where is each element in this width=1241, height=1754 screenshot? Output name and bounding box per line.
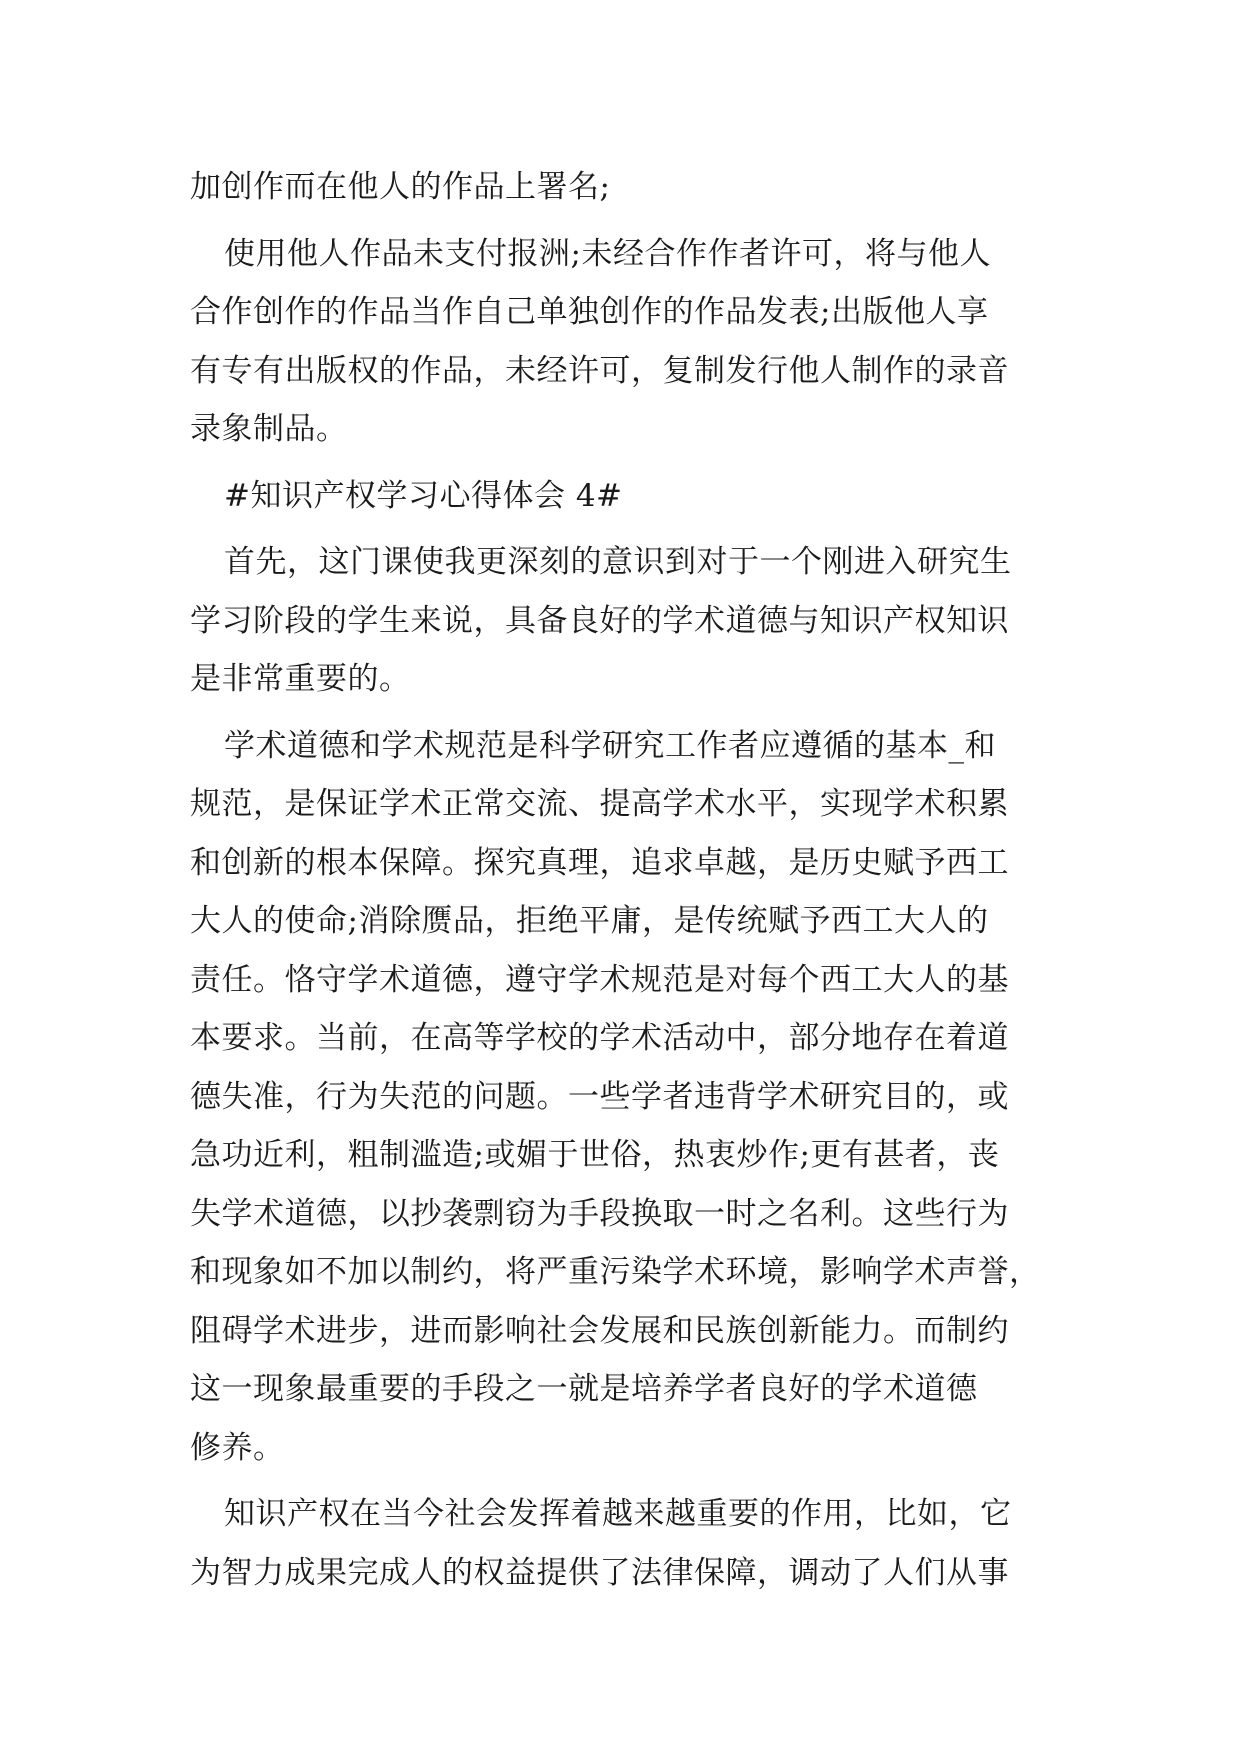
paragraph-start-line: 首先，这门课使我更深刻的意识到对于一个刚进入研究生 [224,544,1012,580]
text-line: 德失准，行为失范的问题。一些学者违背学术研究目的，或 [190,1078,1009,1115]
text-line: 规范，是保证学术正常交流、提高学术水平，实现学术积累 [190,786,1009,822]
paragraph-start-line: 学术道德和学术规范是科学研究工作者应遵循的基本_和 [224,727,996,764]
text-line: 阻碍学术进步，进而影响社会发展和民族创新能力。而制约 [190,1312,1009,1349]
text-line: 急功近利，粗制滥造;或媚于世俗，热衷炒作;更有甚者，丧 [190,1137,1000,1173]
text-line: 和创新的根本保障。探究真理，追求卓越，是历史赋予西工 [190,844,1009,881]
text-line: 为智力成果完成人的权益提供了法律保障，调动了人们从事 [190,1554,1009,1591]
text-line: 录象制品。 [190,411,348,447]
text-line: 是非常重要的。 [190,661,411,697]
text-line: 本要求。当前，在高等学校的学术活动中，部分地存在着道 [190,1020,1009,1056]
text-line: 学习阶段的学生来说，具备良好的学术道德与知识产权知识 [190,602,1009,639]
text-line: 这一现象最重要的手段之一就是培养学者良好的学术道德 [190,1371,978,1407]
text-line: 责任。恪守学术道德，遵守学术规范是对每个西工大人的基 [190,961,1009,998]
text-line: 大人的使命;消除赝品，拒绝平庸，是传统赋予西工大人的 [190,903,989,939]
text-line: 合作创作的作品当作自己单独创作的作品发表;出版他人享 [190,294,989,330]
text-line: 修养。 [190,1429,285,1466]
text-line: 加创作而在他人的作品上署名; [190,169,611,205]
text-line: 和现象如不加以制约，将严重污染学术环境，影响学术声誉， [190,1254,1041,1290]
paragraph-start-line: 知识产权在当今社会发挥着越来越重要的作用，比如，它 [224,1496,1012,1532]
text-line: 有专有出版权的作品，未经许可，复制发行他人制作的录音 [190,352,1009,389]
document-body [190,158,1055,1602]
text-line: 失学术道德，以抄袭剽窃为手段换取一时之名利。这些行为 [190,1195,1009,1232]
section-heading: #知识产权学习心得体会 4# [224,477,623,514]
paragraph-start-line: 使用他人作品未支付报洲;未经合作作者许可，将与他人 [224,235,991,272]
